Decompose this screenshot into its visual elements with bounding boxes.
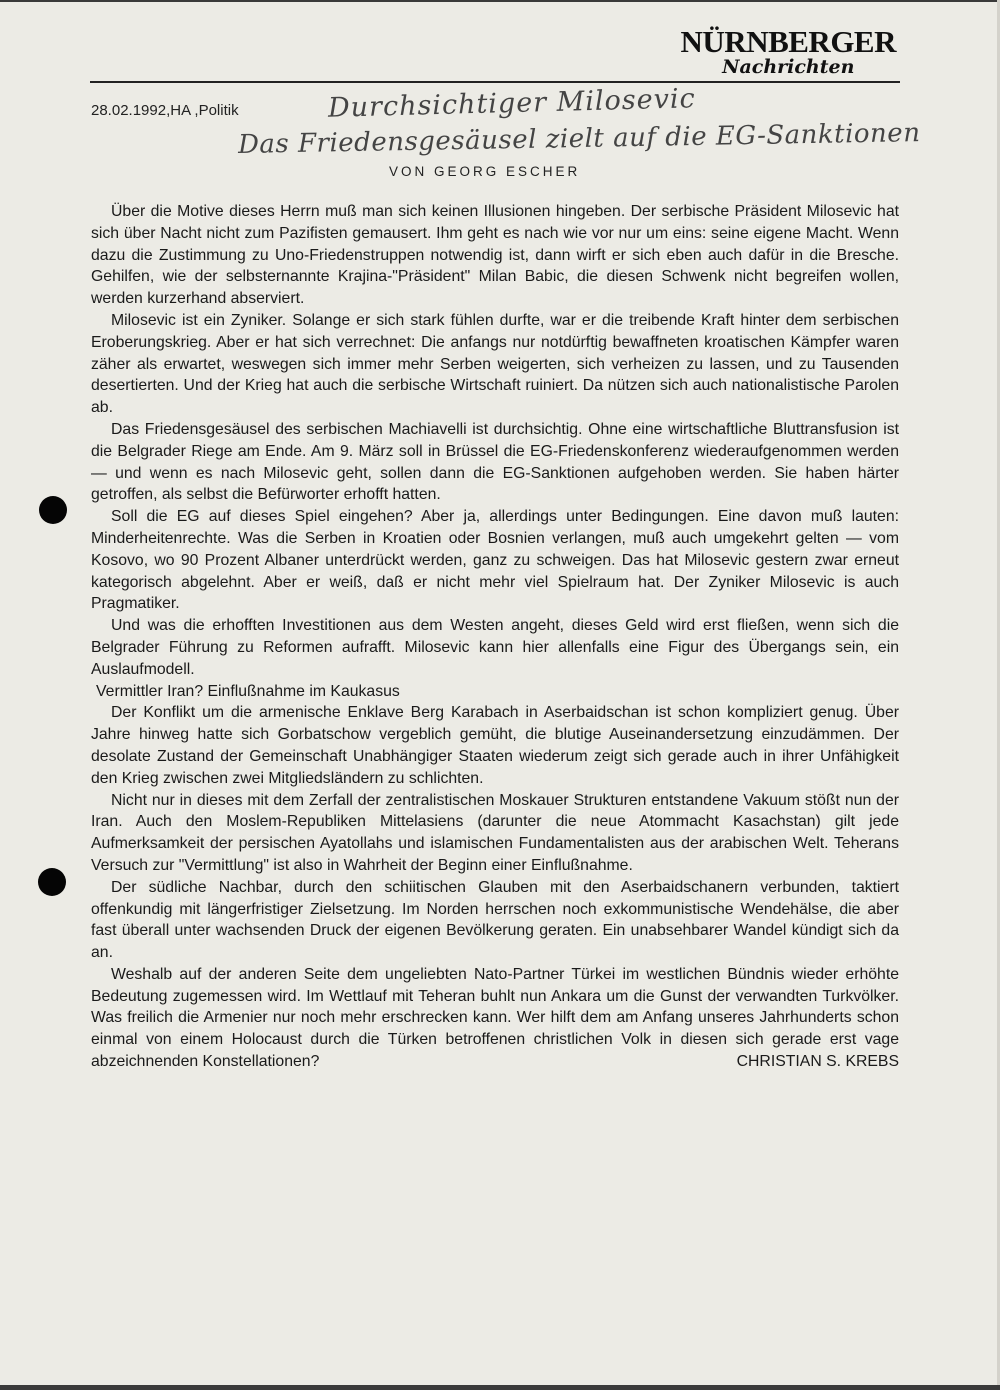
article-final-paragraph — [91, 964, 899, 1073]
article-paragraph: Über die Motive dieses Herrn muß man sich keinen Illusionen hingeben. Der serbische Präsident Milosevic hat sich über Nacht nicht zum Pazifisten gemausert. Ihm geht es nach wie vor nur um eins: seine eigene Macht. Wenn dazu die Zustimmung zu Uno-Friedenstruppen notwendig ist, dann wirft er sich eben auch dafür in die Bresche. Gehilfen, wie der selbsternannte Krajina-"Präsident" Milan Babic, die diesen Schwenk nicht begreifen wollen, werden kurzerhand abserviert. — [91, 203, 899, 308]
dateline: 28.02.1992,HA ,Politik — [91, 102, 239, 119]
newspaper-masthead — [681, 26, 896, 76]
article-paragraph: Der südliche Nachbar, durch den schiitischen Glauben mit den Aserbaidschanern verbunden, taktiert offenkundig mit längerfristiger Zielsetzung. Im Norden herrschen noch exkommunistische Wendehälse, die aber fast überall unter wachsenden Druck der eigenen Bevölkerung geraten. Ein unabsehbarer Wandel kündigt sich da an. — [91, 878, 899, 962]
article-paragraph: Das Friedensgesäusel des serbischen Machiavelli ist durchsichtig. Ohne eine wirtschaftliche Bluttransfusion ist die Belgrader Riege am Ende. Am 9. März soll in Brüssel die EG-Friedenskonferenz wiederaufgenommen werden — und wenn es nach Milosevic geht, sollen dann die EG-Sanktionen aufgehoben werden. Sie haben härter getroffen, als selbst die Befürworter erhofft hatten. — [91, 420, 899, 504]
byline: VON GEORG ESCHER — [389, 164, 581, 179]
page-edge-top — [0, 0, 1000, 2]
final-paragraph-text: Weshalb auf der anderen Seite dem ungeliebten Nato-Partner Türkei im westlichen Bündnis wieder erhöhte Bedeutung zugemessen wird. Im Wettlauf mit Teheran buhlt nun Ankara um die Gunst der verwandten Turkvölker. Was freilich die Armenier nur noch mehr erschrecken kann. Wer hilft dem am Anfang unseres Jahrhunderts schon einmal von einem Holocaust durch die Türken betroffenen christlichen Volk in diesen sich gerade erst vage abzeichnenden Konstellationen? — [91, 965, 899, 1071]
article-paragraph: Der Konflikt um die armenische Enklave Berg Karabach in Aserbaidschan ist schon kompliziert genug. Über Jahre hinweg hatte sich Gorbatschow vergeblich gemüht, die blutige Auseinandersetzung einzudämmen. Der desolate Zustand der Gemeinschaft Unabhängiger Staaten wiederum zeigt sich gerade auch in ihrer Unfähigkeit den Krieg zwischen zwei Mitgliedsländern zu schlichten. — [91, 704, 899, 787]
article-paragraph: Soll die EG auf dieses Spiel eingehen? Aber ja, allerdings unter Bedingungen. Eine davon muß lauten: Minderheitenrechte. Was die Serben in Kroatien oder Bosnien verlangen, muß auch umgekehrt gelten — vom Kosovo, wo 90 Prozent Albaner unterdrückt werden, ganz zu schweigen. Das hat Milosevic gestern zwar erneut kategorisch abgelehnt. Aber er weiß, daß er nicht mehr viel Spielraum hat. Der Zyniker Milosevic is auch Pragmatiker. — [91, 508, 899, 613]
punch-hole — [39, 496, 67, 524]
page-edge-bottom — [0, 1385, 1000, 1390]
article-paragraph: Nicht nur in dieses mit dem Zerfall der zentralistischen Moskauer Strukturen entstandene Vakuum stößt nun der Iran. Auch den Moslem-Republiken Mittelasiens (darunter die neue Atommacht Kasachstan) gilt jede Aufmerksamkeit der persischen Ayatollahs und islamischen Fundamentalisten aus der arabischen Welt. Teherans Versuch zur "Vermittlung" ist also in Wahrheit der Beginn einer Einflußnahme. — [91, 791, 899, 874]
article-body — [91, 201, 899, 1073]
article-subhead: Vermittler Iran? Einflußnahme im Kaukasus — [96, 682, 400, 700]
handwritten-title-line1: Durchsichtiger Milosevic — [327, 83, 697, 124]
handwritten-title-line2: Das Friedensgesäusel zielt auf die EG-Sanktionen — [237, 118, 921, 160]
header-rule — [90, 81, 900, 83]
masthead-subtitle: Nachrichten — [722, 56, 855, 78]
punch-hole — [38, 868, 66, 896]
masthead-name: NÜRNBERGER — [680, 24, 896, 59]
author-signature: CHRISTIAN S. KREBS — [736, 1053, 899, 1071]
article-paragraph: Und was die erhofften Investitionen aus dem Westen angeht, dieses Geld wird erst fließen, wenn sich die Belgrader Führung zu Reformen aufrafft. Milosevic kann hier allenfalls eine Figur des Übergangs sein, ein Auslaufmodell. — [91, 617, 899, 678]
article-paragraph: Milosevic ist ein Zyniker. Solange er sich stark fühlen durfte, war er die treibende Kraft hinter dem serbischen Eroberungskrieg. Aber er hat sich verrechnet: Die anfangs nur notdürftig bewaffneten kroatischen Kämpfer waren zäher als erwartet, weswegen sich immer mehr Serben weigerten, sich verheizen zu lassen, und zu Tausenden desertierten. Und der Krieg hat auch die serbische Wirtschaft ruiniert. Da nützen sich auch nationalistische Parolen ab. — [91, 311, 899, 417]
